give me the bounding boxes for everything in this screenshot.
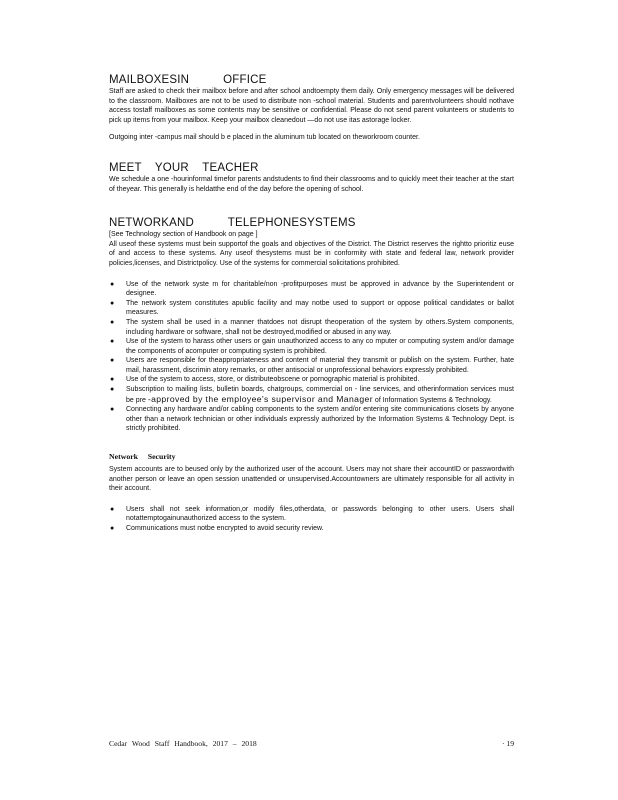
page-content xyxy=(109,73,514,534)
list-item-text-large: -approved by the employee's supervisor and Manager xyxy=(147,393,373,404)
list-item-text: The system shall be used in a manner thatdoes not disrupt theoperation of the system by others.System components, including hardware or software, shall not be destroyed,modified or abused in any way. xyxy=(126,318,514,336)
list-item xyxy=(109,318,514,337)
security-rules-list xyxy=(109,505,514,534)
list-item xyxy=(109,337,514,356)
list-item-text: Connecting any hardware and/or cabling components to the system and/or entering site communications closets by anyone other than a network technician or other individuals expressly authorized by the Information Systems & Technology Dept. is strictly prohibited. xyxy=(126,406,514,433)
list-item-text: Subscription to mailing lists, bulletin boards, chatgroups, commercial on - line services, and otherinformation services must be pre xyxy=(126,386,514,404)
list-item xyxy=(109,405,514,434)
bullet-icon: ● xyxy=(110,357,115,365)
bullet-icon: ● xyxy=(110,505,115,513)
list-item-text: Use of the system to access, store, or distributeobscene or pornographic material is prohibited. xyxy=(126,376,420,384)
network-heading: NETWORKAND TELEPHONESYSTEMS xyxy=(109,217,356,230)
bullet-icon: ● xyxy=(110,318,115,326)
list-item-text: Users are responsible for theappropriateness and content of material they transmit or publish on the system. Further, hate mail, harassment, discrimin atory remarks, or other antisocial or unprofessional behaviors expressly prohibited. xyxy=(126,357,514,374)
bullet-icon: ● xyxy=(110,280,115,288)
network-rules-list xyxy=(109,280,514,435)
network-security-paragraph: System accounts are to beused only by the authorized user of the account. Users may not share their accountID or passwordwith another person or leave an open session unattended or unsupervised.Accountowners are ultimately responsible for all activity in their account. xyxy=(109,466,514,493)
list-item-text: Use of the system to harass other users or gain unauthorized access to any co mputer or computing system and/or damage the components of acomputer or computing system is prohibited. xyxy=(126,338,514,355)
bullet-icon: ● xyxy=(110,406,115,414)
page-number: · 19 xyxy=(501,739,514,748)
bullet-icon: ● xyxy=(110,525,115,532)
meet-teacher-paragraph: We schedule a one -hourinformal timefor parents andstudents to find their classrooms and to quickly meet their teacher at the start of theyear. This generally is heldatthe end of the day before the opening of school. xyxy=(109,175,514,193)
list-item xyxy=(109,356,514,375)
network-security-heading: Network Security xyxy=(109,452,176,462)
list-item-text: Use of the network syste m for charitable/non -profitpurposes must be approved in advance by the Superintendent or designee. xyxy=(126,280,514,298)
list-item xyxy=(109,385,514,405)
list-item-text: The network system constitutes apublic facility and may notbe used to support or oppose political candidates or ballot measures. xyxy=(126,299,514,317)
mailboxes-paragraph: Staff are asked to check their mailbox before and after school andtoempty them daily. Only emergency messages will be delivered to the classroom. Mailboxes are not to be used to distribute non -school material. Students and parentvolunteers should nothave access tostaff mailboxes as some contents may be sensitive or confidential. Please do not send parent volunteers or students to pick up items from your mailbox. Keep your mailbox cleanedout —do not use itas astorage locker. xyxy=(109,88,514,124)
list-item xyxy=(109,524,514,534)
meet-teacher-heading: MEET YOUR TEACHER xyxy=(109,161,259,174)
list-item xyxy=(109,375,514,385)
list-item xyxy=(109,505,514,524)
bullet-icon: ● xyxy=(110,299,115,307)
list-item xyxy=(109,299,514,318)
list-item-text: Users shall not seek information,or modify files,otherdata, or passwords belonging to other users. Users shall notattemptogainunauthorized access to the system. xyxy=(126,505,514,523)
bullet-icon: ● xyxy=(110,338,115,346)
list-item-text: Communications must notbe encrypted to avoid security review. xyxy=(126,525,324,532)
mailboxes-heading: MAILBOXESIN OFFICE xyxy=(109,74,267,86)
bullet-icon: ● xyxy=(110,386,115,394)
list-item-text: of Information Systems & Technology. xyxy=(374,396,492,404)
see-technology-line: [See Technology section of Handbook on page ] xyxy=(109,231,258,239)
network-paragraph: All useof these systems must bein supportof the goals and objectives of the District. The District reserves the rightto prioritiz euse of and access to these systems. Any useof thesystems must be in conformity with state and federal law, network provider policies,licenses, and Districtpolicy. Use of the systems for commercial solicitations prohibited. xyxy=(109,240,514,267)
footer-title: Cedar Wood Staff Handbook, 2017 – 2018 xyxy=(109,739,257,748)
list-item xyxy=(109,280,514,299)
outgoing-mail-paragraph: Outgoing inter -campus mail should b e placed in the aluminum tub located on theworkroom counter. xyxy=(109,134,420,142)
bullet-icon: ● xyxy=(110,376,115,384)
